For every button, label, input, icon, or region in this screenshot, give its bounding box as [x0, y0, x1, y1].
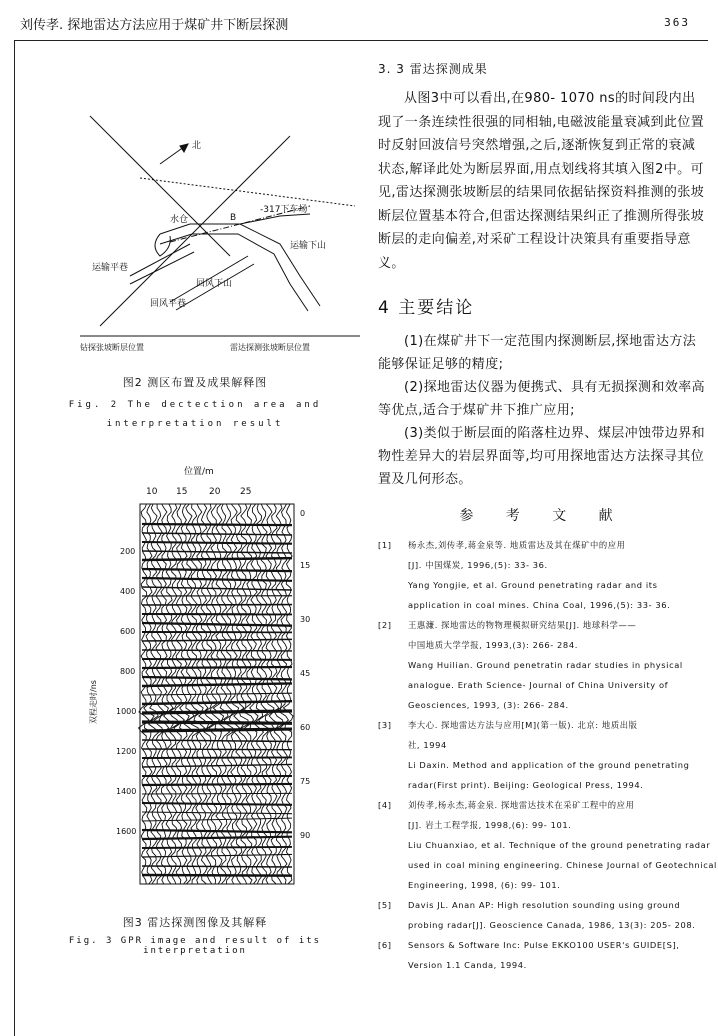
figure-3-caption-cn: 图3 雷达探测图像及其解释: [122, 916, 268, 929]
radar-reflection-band: [142, 650, 292, 651]
map-label-water-sump: 水仓: [170, 215, 189, 225]
reference-entry: [378, 535, 708, 615]
fig3-left-tick-1600: 1600: [116, 827, 137, 836]
fig3-right-tick-30: 30: [300, 615, 311, 624]
fig3-left-tick-1000: 1000: [116, 707, 137, 716]
fig3-left-tick-1200: 1200: [116, 747, 137, 756]
radar-reflection-band: [142, 639, 292, 641]
figure-2-map: [80, 96, 360, 356]
reference-line: [J]. 中国煤炭, 1996,(5): 33- 36.: [408, 560, 548, 570]
fig3-right-tick-15: 15: [300, 561, 311, 570]
reference-line: Liu Chuanxiao, et al. Technique of the ground penetrating radar: [408, 840, 711, 850]
running-header: 刘传孝. 探地雷达方法应用于煤矿井下断层探测: [20, 18, 289, 33]
map-label-transport-ramp: 运输下山: [290, 241, 327, 251]
references-title: 参 考 文 献: [459, 508, 627, 524]
reference-text: [408, 795, 717, 895]
radar-reflection-band: [142, 749, 292, 750]
reference-line: application in coal mines. China Coal, 1996,(5): 33- 36.: [408, 600, 671, 610]
reference-number: [4]: [378, 800, 392, 810]
figure-3-radargram: [64, 464, 364, 904]
reference-line: Li Daxin. Method and application of the ground penetrating: [408, 760, 690, 770]
reference-line: 刘传孝,杨永杰,蒋金泉. 探地雷达技术在采矿工程中的应用: [408, 800, 635, 810]
fig3-left-tick-200: 200: [120, 547, 136, 556]
reference-line: Wang Huilian. Ground penetratin radar studies in physical: [408, 660, 683, 670]
reference-line: Davis JL. Anan AP: High resolution sounding using ground: [408, 900, 681, 910]
transport-roadway-line-1: [130, 244, 190, 276]
reference-line: Yang Yongjie, et al. Ground penetrating radar and its: [408, 580, 658, 590]
radar-reflection-band: [142, 740, 292, 741]
radar-reflection-band: [142, 793, 292, 794]
legend-radar-label: 雷达探测张坡断层位置: [230, 343, 310, 352]
reference-line: Version 1.1 Canda, 1994.: [408, 960, 527, 970]
radar-reflection-band: [142, 784, 292, 785]
section-3-3-heading: 3. 3 雷达探测成果: [378, 62, 488, 76]
reference-line: radar(First print). Beijing: Geological Press, 1994.: [408, 780, 644, 790]
figure-3-caption-en: Fig. 3 GPR image and result of its interpretation: [68, 936, 322, 956]
reference-entry: [378, 715, 708, 795]
fig3-top-tick-25: 25: [240, 487, 252, 497]
radar-reflection-band: [142, 722, 292, 723]
radar-reflection-band: [142, 667, 292, 668]
left-margin-rule: [14, 40, 15, 1036]
figure-2-caption-cn: 图2 测区布置及成果解释图: [122, 376, 268, 389]
level-yard-branch: [240, 214, 310, 224]
section-3-3-paragraph: 从图3中可以看出,在980- 1070 ns的时间段内出现了一条连续性很强的同相轴,电磁波能量衰减到此位置时反射回波信号突然增强,之后,逐渐恢复到正常的衰减状态,解译此处为断层界面,用点划线将其填入图2中。可见,雷达探测张坡断层的结果同依据钻探资料推测的张坡断层位置基本符合,但雷达探测结果纠正了推测所得张坡断层的走向偏差,对采矿工程设计决策具有重要指导意义。: [378, 91, 705, 271]
reference-line: Sensors & Software Inc: Pulse EKKO100 USER's GUIDE[S],: [408, 940, 680, 950]
reference-line: analogue. Erath Science- Journal of China University of: [408, 680, 669, 690]
reference-line: 王惠濂. 探地雷达的物物理模拟研究结果[J]. 地球科学——: [408, 620, 637, 630]
fig3-left-tick-400: 400: [120, 587, 136, 596]
fig3-left-tick-800: 800: [120, 667, 136, 676]
map-label-return-ramp: 回风下山: [196, 279, 233, 289]
fig3-right-tick-45: 45: [300, 669, 311, 678]
reference-line: probing radar[J]. Geoscience Canada, 1986, 13(3): 205- 208.: [408, 920, 696, 930]
reference-line: [J]. 岩土工程学报, 1998,(6): 99- 101.: [408, 820, 572, 830]
reference-entry: [378, 795, 717, 895]
boundary-line-1: [90, 116, 230, 256]
reference-text: [408, 615, 708, 715]
north-arrowhead: [180, 144, 188, 152]
reference-line: 李大心. 探地雷达方法与应用[M](第一版). 北京: 地质出版: [408, 720, 638, 730]
transport-roadway-line-2: [130, 252, 194, 284]
map-label-point-b: B: [230, 213, 237, 223]
boundary-line-2: [100, 136, 290, 326]
reference-line: 杨永杰,刘传孝,蒋金泉等. 地质雷达及其在煤矿中的应用: [408, 540, 626, 550]
fig3-left-tick-1400: 1400: [116, 787, 137, 796]
reference-number: [3]: [378, 720, 392, 730]
page-number: 363: [664, 16, 690, 29]
radar-reflection-band: [142, 558, 292, 560]
radar-reflection-band: [142, 711, 292, 713]
reference-line: Geosciences, 1993, (3): 266- 284.: [408, 700, 569, 710]
radar-reflection-band: [142, 524, 292, 525]
figure-2-caption-en: [20, 396, 370, 434]
radar-reflection-band: [142, 659, 292, 660]
fig3-right-tick-90: 90: [300, 831, 311, 840]
reference-number: [5]: [378, 900, 392, 910]
reference-entry: [378, 615, 708, 715]
reference-text: [408, 935, 708, 975]
fig3-left-axis-title: 双程走时/ns: [89, 680, 98, 724]
legend-drill-label: 钻探张坡断层位置: [80, 343, 144, 352]
reference-entry: [378, 935, 708, 975]
map-label-north: 北: [192, 141, 202, 151]
reference-text: [408, 535, 708, 615]
radar-reflection-band: [142, 757, 292, 758]
water-sump-outline: [155, 234, 170, 256]
figure-2-caption-en-line-2: interpretation result: [106, 419, 284, 429]
fig3-top-tick-10: 10: [146, 487, 158, 497]
map-label-level-yard: -317下车场: [260, 205, 308, 215]
radar-reflection-band: [142, 847, 292, 848]
radar-reflection-band: [142, 729, 292, 731]
fig3-right-tick-75: 75: [300, 777, 311, 786]
radar-trace: [283, 504, 293, 884]
radar-reflection-band: [142, 683, 292, 686]
reference-number: [6]: [378, 940, 392, 950]
radar-reflection-band: [142, 587, 292, 590]
reference-line: used in coal mining engineering. Chinese Journal of Geotechnical: [408, 860, 717, 870]
right-column: [378, 60, 717, 975]
fig3-top-tick-15: 15: [176, 487, 188, 497]
fig3-right-tick-60: 60: [300, 723, 311, 732]
drill-fault-trace: [140, 178, 355, 206]
fig3-top-axis-title: 位置/m: [184, 467, 214, 477]
figure-2-caption-en-line-1: Fig. 2 The dectection area and: [68, 400, 322, 410]
reference-line: 社, 1994: [408, 740, 447, 750]
reference-text: [408, 895, 708, 935]
reference-list: [378, 535, 717, 975]
radar-reflection-band: [142, 542, 292, 544]
section-4-heading: 4 主要结论: [378, 298, 475, 318]
radargram-traces: [139, 504, 294, 884]
reference-entry: [378, 895, 708, 935]
reference-text: [408, 715, 708, 795]
fig3-right-tick-0: 0: [300, 509, 306, 518]
conclusion-item-3: (3)类似于断层面的陷落柱边界、煤层冲蚀带边界和物性差异大的岩层界面等,均可用探地雷达方法探寻其位置及几何形态。: [378, 426, 706, 487]
radar-reflection-band: [142, 701, 292, 704]
radar-reflection-band: [142, 875, 292, 876]
reference-number: [2]: [378, 620, 392, 630]
header-rule: [14, 40, 708, 41]
fig3-top-tick-20: 20: [209, 487, 221, 497]
map-label-transport-roadway: 运输平巷: [92, 263, 129, 273]
fig3-left-tick-600: 600: [120, 627, 136, 636]
reference-line: 中国地质大学学报, 1993,(3): 266- 284.: [408, 640, 578, 650]
conclusion-item-2: (2)探地雷达仪器为便携式、具有无损探测和效率高等优点,适合于煤矿井下推广应用;: [378, 380, 706, 418]
map-label-return-roadway: 回风平巷: [150, 299, 187, 309]
reference-number: [1]: [378, 540, 392, 550]
conclusion-item-1: (1)在煤矿井下一定范围内探测断层,探地雷达方法能够保证足够的精度;: [378, 334, 697, 372]
reference-line: Engineering, 1998, (6): 99- 101.: [408, 880, 561, 890]
